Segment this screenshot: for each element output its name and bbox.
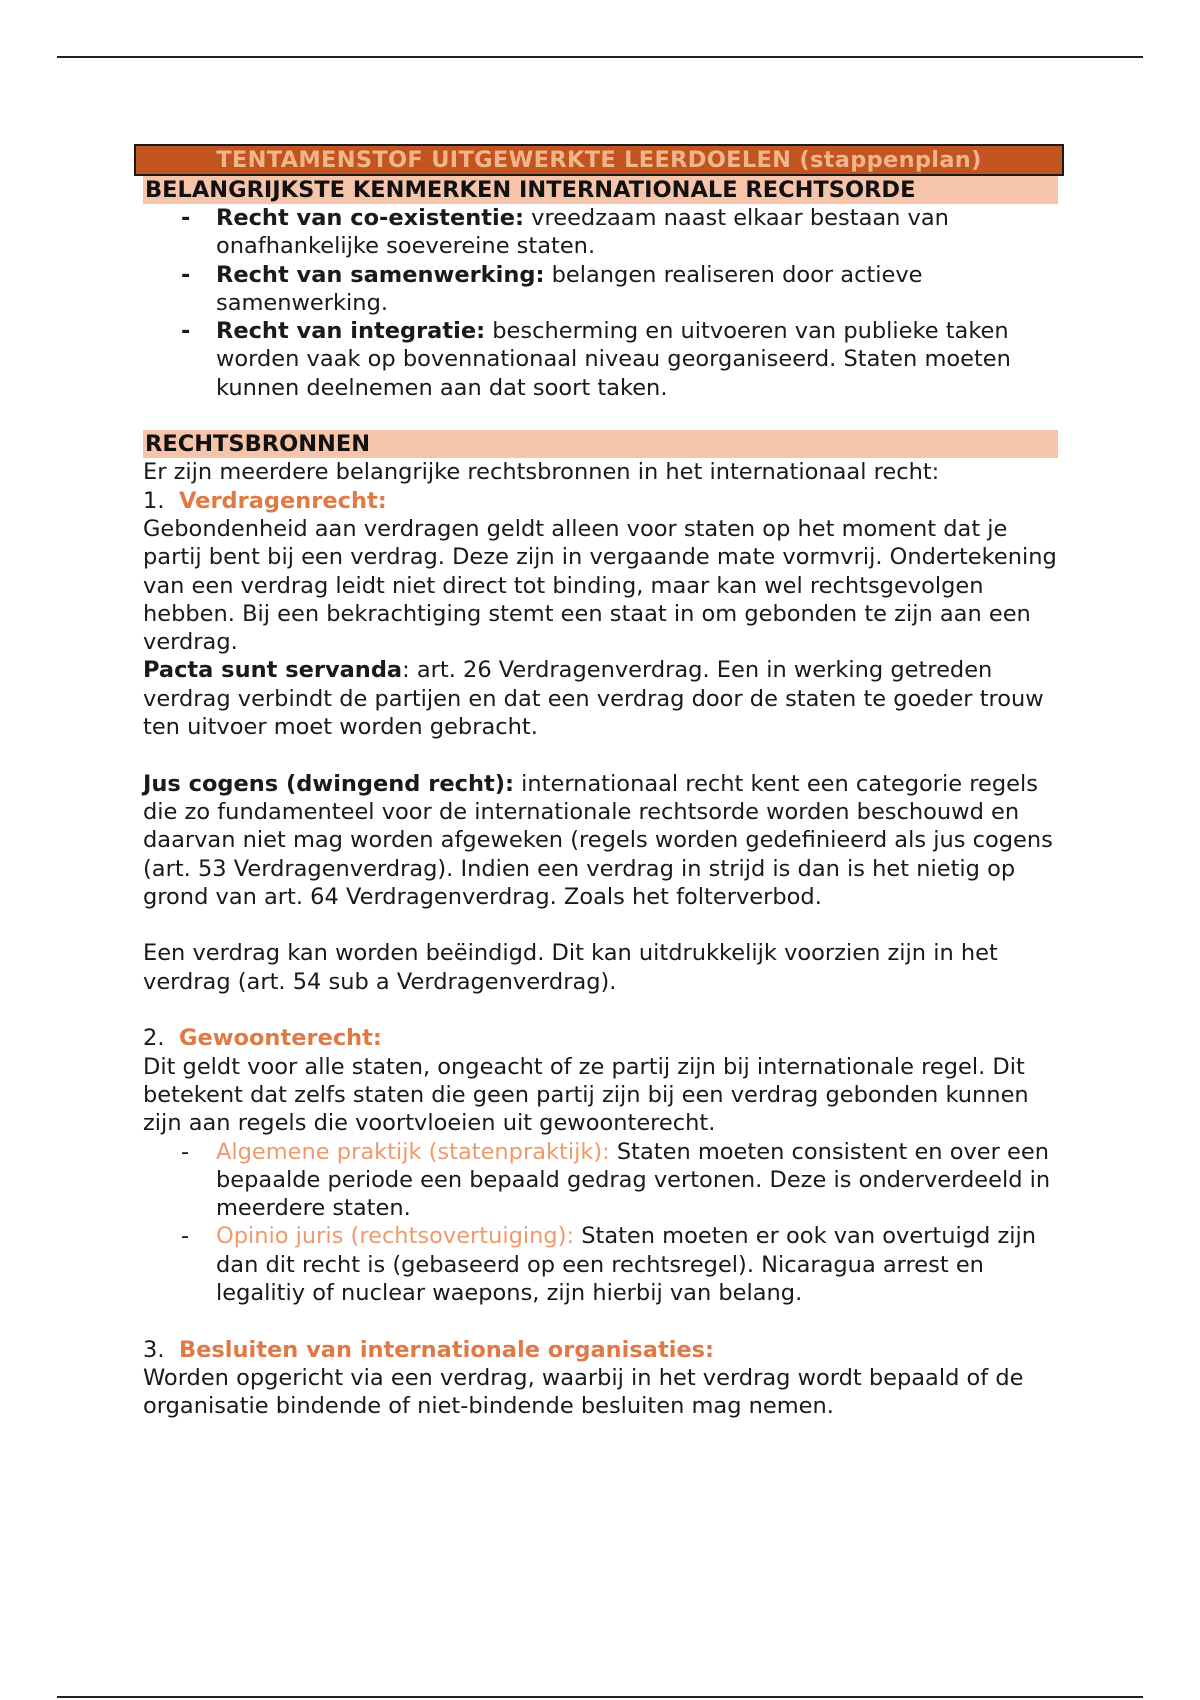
list-item: - Opinio juris (rechtsovertuiging): Staten moeten er ook van overtuigd zijn dan dit recht is (gebaseerd op een rechtsregel). Nicaragua arrest en legalitiy of nuclear waepons, zijn hierbij van belang.	[143, 1222, 1063, 1307]
subheading-gewoonterecht: 2. Gewoonterecht:	[143, 1025, 382, 1052]
kenmerken-list	[143, 204, 1063, 402]
item-text: vreedzaam naast elkaar bestaan van onafhankelijke soevereine staten.	[216, 205, 949, 260]
item-term: Recht van integratie:	[216, 318, 486, 345]
besluiten-paragraph: Worden opgericht via een verdrag, waarbij in het verdrag wordt bepaald of de organisatie bindende of niet-bindende besluiten mag nemen.	[143, 1364, 1024, 1420]
header-rule	[57, 56, 1143, 58]
pacta-paragraph: Pacta sunt servanda: art. 26 Verdragenverdrag. Een in werking getreden verdrag verbindt de partijen en dat een verdrag door de staten te goeder trouw ten uitvoer moet worden gebracht.	[143, 657, 1044, 741]
list-item	[143, 261, 1063, 318]
list-item	[143, 317, 1063, 402]
document-banner: TENTAMENSTOF UITGEWERKTE LEERDOELEN (stappenplan)	[134, 144, 1064, 176]
section-heading-kenmerken: BELANGRIJKSTE KENMERKEN INTERNATIONALE RECHTSORDE	[143, 176, 1058, 204]
subheading-besluiten: 3. Besluiten van internationale organisaties:	[143, 1336, 715, 1363]
jus-cogens-paragraph: Jus cogens (dwingend recht): internationaal recht kent een categorie regels die zo fundamenteel voor de internationale rechtsorde worden beschouwd en daarvan niet mag worden afgeweken (regels worden gedefinieerd als jus cogens (art. 53 Verdragenverdrag). Indien een verdrag in strijd is dan is het nietig op grond van art. 64 Verdragenverdrag. Zoals het folterverbod.	[143, 770, 1053, 910]
footer-rule	[57, 1696, 1143, 1698]
document-body	[143, 144, 1063, 1420]
beeindiging-paragraph: Een verdrag kan worden beëindigd. Dit kan uitdrukkelijk voorzien zijn in het verdrag (art. 54 sub a Verdragenverdrag).	[143, 940, 998, 995]
gewoonterecht-paragraph: Dit geldt voor alle staten, ongeacht of ze partij zijn bij internationale regel. Dit betekent dat zelfs staten die geen partij zijn bij een verdrag gebonden kunnen zijn aan regels die voortvloeien uit gewoonterecht.	[143, 1053, 1029, 1137]
item-term: Recht van samenwerking:	[216, 261, 545, 288]
item-term: Recht van co-existentie:	[216, 205, 525, 231]
verdragenrecht-paragraph: Gebondenheid aan verdragen geldt alleen voor staten op het moment dat je partij bent bij een verdrag. Deze zijn in vergaande mate vormvrij. Ondertekening van een verdrag leidt niet direct tot binding, maar kan wel rechtsgevolgen hebben. Bij een bekrachtiging stemt een staat in om gebonden te zijn aan een verdrag.	[143, 515, 1057, 656]
item-text: bescherming en uitvoeren van publieke taken worden vaak op bovennationaal niveau georganiseerd. Staten moeten kunnen deelnemen aan dat soort taken.	[216, 318, 1011, 401]
gewoonterecht-list	[143, 1138, 1063, 1308]
list-item: - Algemene praktijk (statenpraktijk): Staten moeten consistent en over een bepaalde periode een bepaald gedrag vertonen. Deze is onderverdeeld in meerdere staten.	[143, 1138, 1063, 1223]
subheading-verdragenrecht: 1. Verdragenrecht:	[143, 487, 387, 514]
rechtsbronnen-intro: Er zijn meerdere belangrijke rechtsbronnen in het internationaal recht:	[143, 459, 940, 486]
item-text: belangen realiseren door actieve samenwerking.	[216, 261, 923, 316]
section-heading-rechtsbronnen: RECHTSBRONNEN	[143, 430, 1058, 458]
list-item	[143, 204, 1063, 261]
